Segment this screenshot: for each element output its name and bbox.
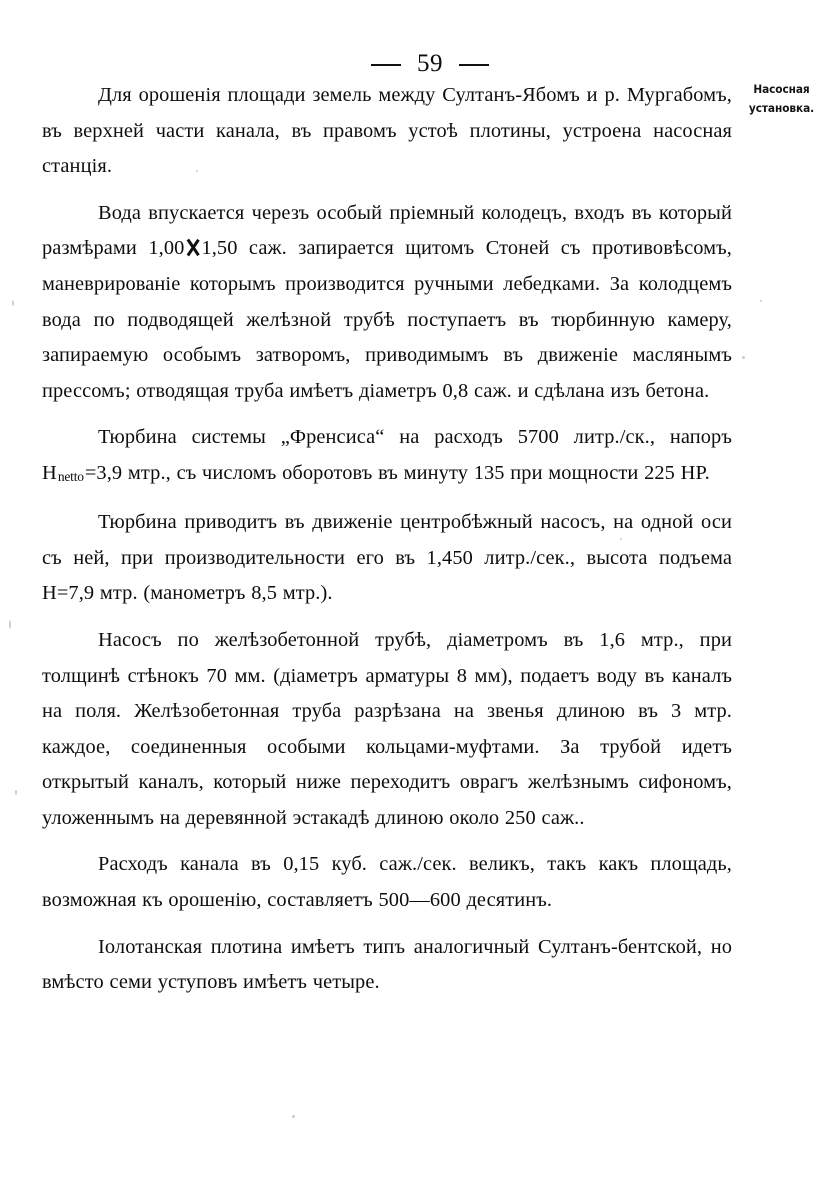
paragraph-text: Расходъ канала въ 0,15 куб. саж./сек. великъ, такъ какъ площадь, возможная къ орошенію, составляетъ 500—600 десятинъ. <box>42 853 732 912</box>
marginal-note-line-2: установка. <box>748 100 815 115</box>
multiplication-cross-icon <box>183 238 202 257</box>
paragraph-text: Тюрбина приводитъ въ движеніе центробѣжный насосъ, на одной оси съ ней, при производительности его въ 1,450 литр./сек., высота подъема H=7,9 мтр. (манометръ 8,5 мтр.). <box>42 511 732 605</box>
paragraph-text: Для орошенія площади земель между Султанъ-Ябомъ и р. Мургабомъ, въ верхней части канала, въ правомъ устоѣ плотины, устроена насосная станція. <box>42 84 732 178</box>
paragraph-iolotan-dam <box>42 930 732 1001</box>
scan-speckle <box>12 300 14 306</box>
paragraph-text-part-2: 1,50 саж. запирается щитомъ Стоней съ противовѣсомъ, маневрированіе которымъ производится ручными лебедками. За колодцемъ вода по подводящей желѣзной трубѣ поступаетъ въ тюрбинную камеру, запираемую особымъ затворомъ, приводимымъ въ движеніе маслянымъ прессомъ; отводящая труба имѣетъ діаметръ 0,8 саж. и сдѣлана изъ бетона. <box>42 237 732 402</box>
scan-speckle <box>760 300 762 302</box>
marginal-note <box>741 80 822 118</box>
paragraph-text-part-1: Вода впускается черезъ особый пріемный колодецъ, входъ въ который размѣрами 1,00 <box>42 201 732 260</box>
scan-speckle <box>292 1115 295 1118</box>
paragraph-concrete-pipe <box>42 623 732 837</box>
body-text-column <box>42 78 732 1001</box>
folio-rule-left <box>371 64 401 66</box>
paragraph-text: Іолотанская плотина имѣетъ типъ аналогичный Султанъ-бентской, но вмѣсто семи уступовъ имѣетъ четыре. <box>42 935 732 994</box>
marginal-note-line-1: Насосная <box>753 82 810 96</box>
paragraph-centrifugal-pump <box>42 505 732 612</box>
paragraph-intake-well <box>42 196 732 410</box>
paragraph-text-part-2: =3,9 мтр., съ числомъ оборотовъ въ минуту 135 при мощности 225 HP. <box>84 461 710 484</box>
scan-speckle <box>15 790 17 795</box>
netto-subscript: netto <box>57 468 84 484</box>
paragraph-canal-discharge <box>42 847 732 918</box>
paragraph-francis-turbine <box>42 420 732 494</box>
paragraph-irrigation-area <box>42 78 732 185</box>
scan-speckle <box>742 356 745 359</box>
scan-speckle <box>9 620 11 629</box>
page-number: 59 <box>417 50 443 77</box>
folio-rule-right <box>459 64 489 66</box>
paragraph-text: Насосъ по желѣзобетонной трубѣ, діаметромъ въ 1,6 мтр., при толщинѣ стѣнокъ 70 мм. (діаметръ арматуры 8 мм), подаетъ воду въ каналъ на поля. Желѣзобетонная труба разрѣзана на звенья длиною въ 3 мтр. каждое, соединенныя особыми кольцами-муфтами. За трубой идетъ открытый каналъ, который ниже переходитъ оврагъ желѣзнымъ сифономъ, уложеннымъ на деревянной эстакадѣ длиною около 250 саж.. <box>42 628 732 829</box>
paragraph-text-part-1: Тюрбина системы „Френсиса“ на расходъ 5700 литр./ск., напоръ H <box>42 426 732 484</box>
